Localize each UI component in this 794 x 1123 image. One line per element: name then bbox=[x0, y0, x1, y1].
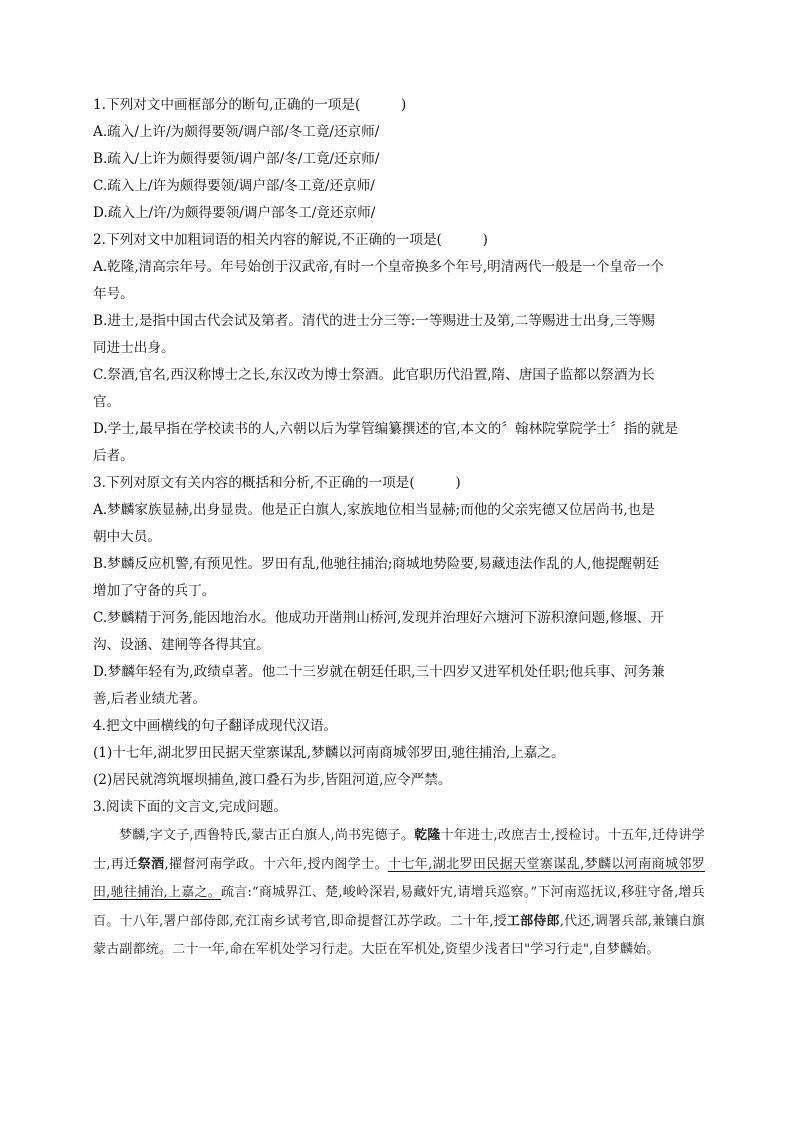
q3-option-d-line1: D.梦麟年轻有为,政绩卓著。他二十三岁就在朝廷任职,三十四岁又进军机处任职;他兵事、河务兼 bbox=[93, 664, 665, 680]
q3-option-c-line1: C.梦麟精于河务,能因地治水。他成功开凿荆山桥河,发现并治理好六塘河下游积潦问题,修堰、开 bbox=[93, 610, 664, 626]
q3-option-b-line2: 增加了守备的兵丁。 bbox=[93, 583, 216, 599]
q3-stem: 3.下列对原文有关内容的概括和分析,不正确的一项是( ) bbox=[93, 475, 461, 491]
q2-option-b-line1: B.进士,是指中国古代会试及第者。清代的进士分三等:一等赐进士及第,二等赐进士出身,三等赐 bbox=[93, 313, 656, 329]
q2-option-d-line2: 后者。 bbox=[93, 448, 134, 464]
q1-option-a: A.疏入/上许/为颇得要领/调户部/冬工竟/还京师/ bbox=[93, 124, 380, 140]
q2-stem: 2.下列对文中加粗词语的相关内容的解说,不正确的一项是( ) bbox=[93, 232, 488, 248]
q3-option-a-line2: 朝中大员。 bbox=[93, 529, 161, 545]
q1-option-c: C.疏入上/许为颇得要领/调户部/冬工竟/还京师/ bbox=[93, 178, 375, 194]
q3-option-c-line2: 沟、设涵、建闸等各得其宜。 bbox=[93, 637, 270, 653]
passage-text-4: 疏言:“商城界江、楚,峻岭深岩,易藏奸宄,请增兵巡察。”下河南巡抚议,移驻守备,增兵百。十八年,署户部侍郎,充江南乡试考官,即命提督江苏学政。二十年,授 bbox=[93, 885, 706, 929]
q3-option-b-line1: B.梦麟反应机警,有预见性。罗田有乱,他驰往捕治;商城地势险要,易藏违法作乱的人,他提醒朝廷 bbox=[93, 556, 660, 572]
q2-option-a-line2: 年号。 bbox=[93, 286, 134, 302]
q2-option-a-line1: A.乾隆,清高宗年号。年号始创于汉武帝,有时一个皇帝换多个年号,明清两代一般是一个皇帝一个 bbox=[93, 259, 664, 275]
q1-stem: 1.下列对文中画框部分的断句,正确的一项是( ) bbox=[93, 97, 407, 113]
q4-sentence-1: (1)十七年,湖北罗田民据天堂寨谋乱,梦麟以河南商城邻罗田,驰往捕治,上嘉之。 bbox=[93, 745, 565, 761]
passage-text-5: ,代还,调署兵部,兼镶白旗蒙古副都统。二十一年,命在军机处学习行走。大臣在军机处,资望少浅者曰"学习行走",自梦麟始。 bbox=[93, 913, 705, 957]
q1-option-b: B.疏入/上许为颇得要领/调户部/冬/工竟/还京师/ bbox=[93, 151, 380, 167]
q4-sentence-2: (2)居民就湾筑堰坝捕鱼,渡口叠石为步,皆阻河道,应令严禁。 bbox=[93, 772, 452, 788]
underlined-sentence: 十七年,湖北罗田民据天堂寨谋乱,梦麟以河南商城邻罗田,驰往捕治,上嘉之。 bbox=[93, 856, 705, 900]
classical-passage bbox=[93, 822, 705, 965]
bold-term-jijiu: 祭酒 bbox=[137, 856, 165, 872]
passage-text-2: 十年进士,改庶吉士,授检讨。十五年,迁侍讲学士,再迁 bbox=[93, 828, 705, 872]
q2-option-d-line1: D.学士,最早指在学校读书的人,六朝以后为掌管编纂撰述的官,本文的〞翰林院掌院学士〞指的就是 bbox=[93, 421, 679, 437]
q2-option-c-line1: C.祭酒,官名,西汉称博士之长,东汉改为博士祭酒。此官职历代沿置,隋、唐国子监都以祭酒为长 bbox=[93, 367, 655, 383]
q1-option-d: D.疏入上/许/为颇得要领/调户部冬工/竟还京师/ bbox=[93, 205, 376, 221]
q2-option-b-line2: 同进士出身。 bbox=[93, 340, 175, 356]
q4-stem: 4.把文中画横线的句子翻译成现代汉语。 bbox=[93, 718, 338, 734]
bold-term-gongbu: 工部侍郎 bbox=[506, 913, 560, 929]
q3-option-a-line1: A.梦麟家族显赫,出身显贵。他是正白旗人,家族地位相当显赫;而他的父亲宪德又位居尚书,也是 bbox=[93, 502, 655, 518]
passage-text-1: 梦麟,字文子,西鲁特氏,蒙古正白旗人,尚书宪德子。 bbox=[119, 828, 415, 843]
q2-option-c-line2: 官。 bbox=[93, 394, 121, 410]
q3-option-d-line2: 善,后者业绩尤著。 bbox=[93, 691, 207, 707]
passage-text-3: ,擢督河南学政。十六年,授内阁学士。 bbox=[164, 856, 388, 872]
bold-term-qianlong: 乾隆 bbox=[414, 828, 441, 843]
section-title: 3.阅读下面的文言文,完成问题。 bbox=[93, 799, 288, 815]
